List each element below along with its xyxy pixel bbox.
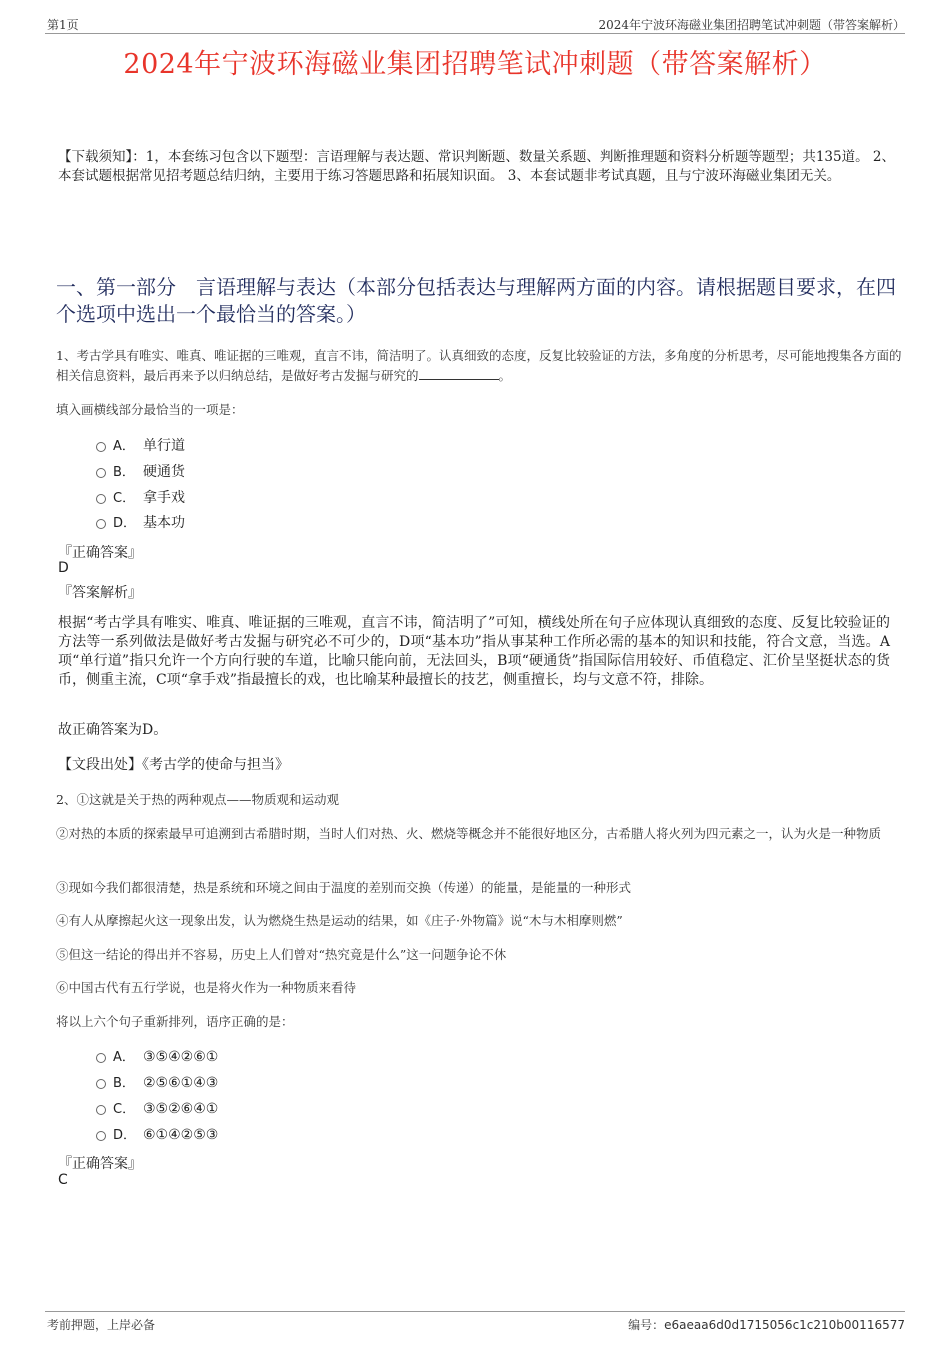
fill-blank	[419, 367, 499, 380]
radio-icon[interactable]	[96, 1079, 106, 1089]
q1-source: 【文段出处】《考古学的使命与担当》	[58, 757, 289, 773]
q1-answer: D	[58, 560, 69, 576]
footer-code: 编号：e6aeaa6d0d1715056c1c210b00116577	[628, 1318, 905, 1332]
q2-option-d[interactable]: D． ⑥①④②⑤③	[96, 1125, 218, 1145]
q2-option-a[interactable]: A． ③⑤④②⑥①	[96, 1047, 218, 1067]
q2-answer: C	[58, 1172, 68, 1188]
section-heading: 一、第一部分 言语理解与表达（本部分包括表达与理解两方面的内容。请根据题目要求，在四个选项中选出一个最恰当的答案。）	[56, 275, 896, 326]
q2-instruction: 将以上六个句子重新排列，语序正确的是：	[56, 1014, 294, 1029]
radio-icon[interactable]	[96, 468, 106, 478]
q1-option-a[interactable]: A． 单行道	[96, 436, 185, 456]
document-title: 2024年宁波环海磁业集团招聘笔试冲刺题（带答案解析）	[123, 49, 827, 80]
q2-option-b[interactable]: B． ②⑤⑥①④③	[96, 1073, 218, 1093]
radio-icon[interactable]	[96, 494, 106, 504]
radio-icon[interactable]	[96, 1131, 106, 1141]
q1-conclusion: 故正确答案为D。	[58, 722, 168, 738]
radio-icon[interactable]	[96, 519, 106, 529]
q2-sentence-6: ⑥中国古代有五行学说，也是将火作为一种物质来看待	[56, 980, 357, 995]
radio-icon[interactable]	[96, 1105, 106, 1115]
q2-answer-label: 『正确答案』	[58, 1156, 142, 1172]
footer-slogan: 考前押题，上岸必备	[47, 1318, 156, 1332]
q2-sentence-4: ④有人从摩擦起火这一现象出发，认为燃烧生热是运动的结果，如《庄子·外物篇》说“木与木相摩则燃”	[56, 913, 623, 928]
question-1-stem-text: 1、考古学具有唯实、唯真、唯证据的三唯观，直言不讳，简洁明了。认真细致的态度，反复比较验证的方法，多角度的分析思考，尽可能地搜集各方面的相关信息资料，最后再来予以归纳总结，是做好考古发掘与研究的	[56, 348, 902, 383]
header-doc-title: 2024年宁波环海磁业集团招聘笔试冲刺题（带答案解析）	[598, 18, 905, 32]
q1-option-c[interactable]: C． 拿手戏	[96, 488, 185, 508]
q1-analysis: 根据“考古学具有唯实、唯真、唯证据的三唯观，直言不讳，简洁明了”可知，横线处所在句子应体现认真细致的态度、反复比较验证的方法等一系列做法是做好考古发掘与研究必不可少的，D项“基本功”指从事某种工作所必需的基本的知识和技能，符合文意，当选。A项“单行道”指只允许一个方向行驶的车道，比喻只能向前，无法回头，B项“硬通货”指国际信用较好、币值稳定、汇价呈坚挺状态的货币，侧重主流，C项“拿手戏”指最擅长的戏，也比喻某种最擅长的技艺，侧重擅长，均与文意不符，排除。	[58, 615, 890, 688]
q2-sentence-1: 2、①这就是关于热的两种观点——物质观和运动观	[56, 792, 339, 807]
q1-analysis-label: 『答案解析』	[58, 585, 142, 601]
q2-sentence-3: ③现如今我们都很清楚，热是系统和环境之间由于温度的差别而交换（传递）的能量，是能量的一种形式	[56, 880, 632, 895]
radio-icon[interactable]	[96, 1053, 106, 1063]
q2-option-c[interactable]: C． ③⑤②⑥④①	[96, 1099, 218, 1119]
q1-option-d[interactable]: D． 基本功	[96, 513, 185, 533]
radio-icon[interactable]	[96, 442, 106, 452]
page-number: 第1页	[47, 18, 79, 32]
q1-option-b[interactable]: B． 硬通货	[96, 462, 185, 482]
question-1-instruction: 填入画横线部分最恰当的一项是：	[56, 402, 244, 417]
q2-sentence-2: ②对热的本质的探索最早可追溯到古希腊时期，当时人们对热、火、燃烧等概念并不能很好地区分，古希腊人将火列为四元素之一，认为火是一种物质	[56, 826, 882, 841]
footer-divider	[45, 1311, 905, 1312]
download-notice: 【下载须知】：1，本套练习包含以下题型：言语理解与表达题、常识判断题、数量关系题、判断推理题和资料分析题等题型；共135道。 2、本套试题根据常见招考题总结归纳，主要用于练习答题思路和拓展知识面。 3、本套试题非考试真题，且与宁波环海磁业集团无关。	[58, 149, 895, 184]
q2-sentence-5: ⑤但这一结论的得出并不容易，历史上人们曾对“热究竟是什么”这一问题争论不休	[56, 947, 507, 962]
q1-answer-label: 『正确答案』	[58, 545, 142, 561]
header-divider	[45, 33, 905, 34]
question-1-stem: 1、考古学具有唯实、唯真、唯证据的三唯观，直言不讳，简洁明了。认真细致的态度，反复比较验证的方法，多角度的分析思考，尽可能地搜集各方面的相关信息资料，最后再来予以归纳总结，是做好考古发掘与研究的 。	[56, 348, 902, 383]
